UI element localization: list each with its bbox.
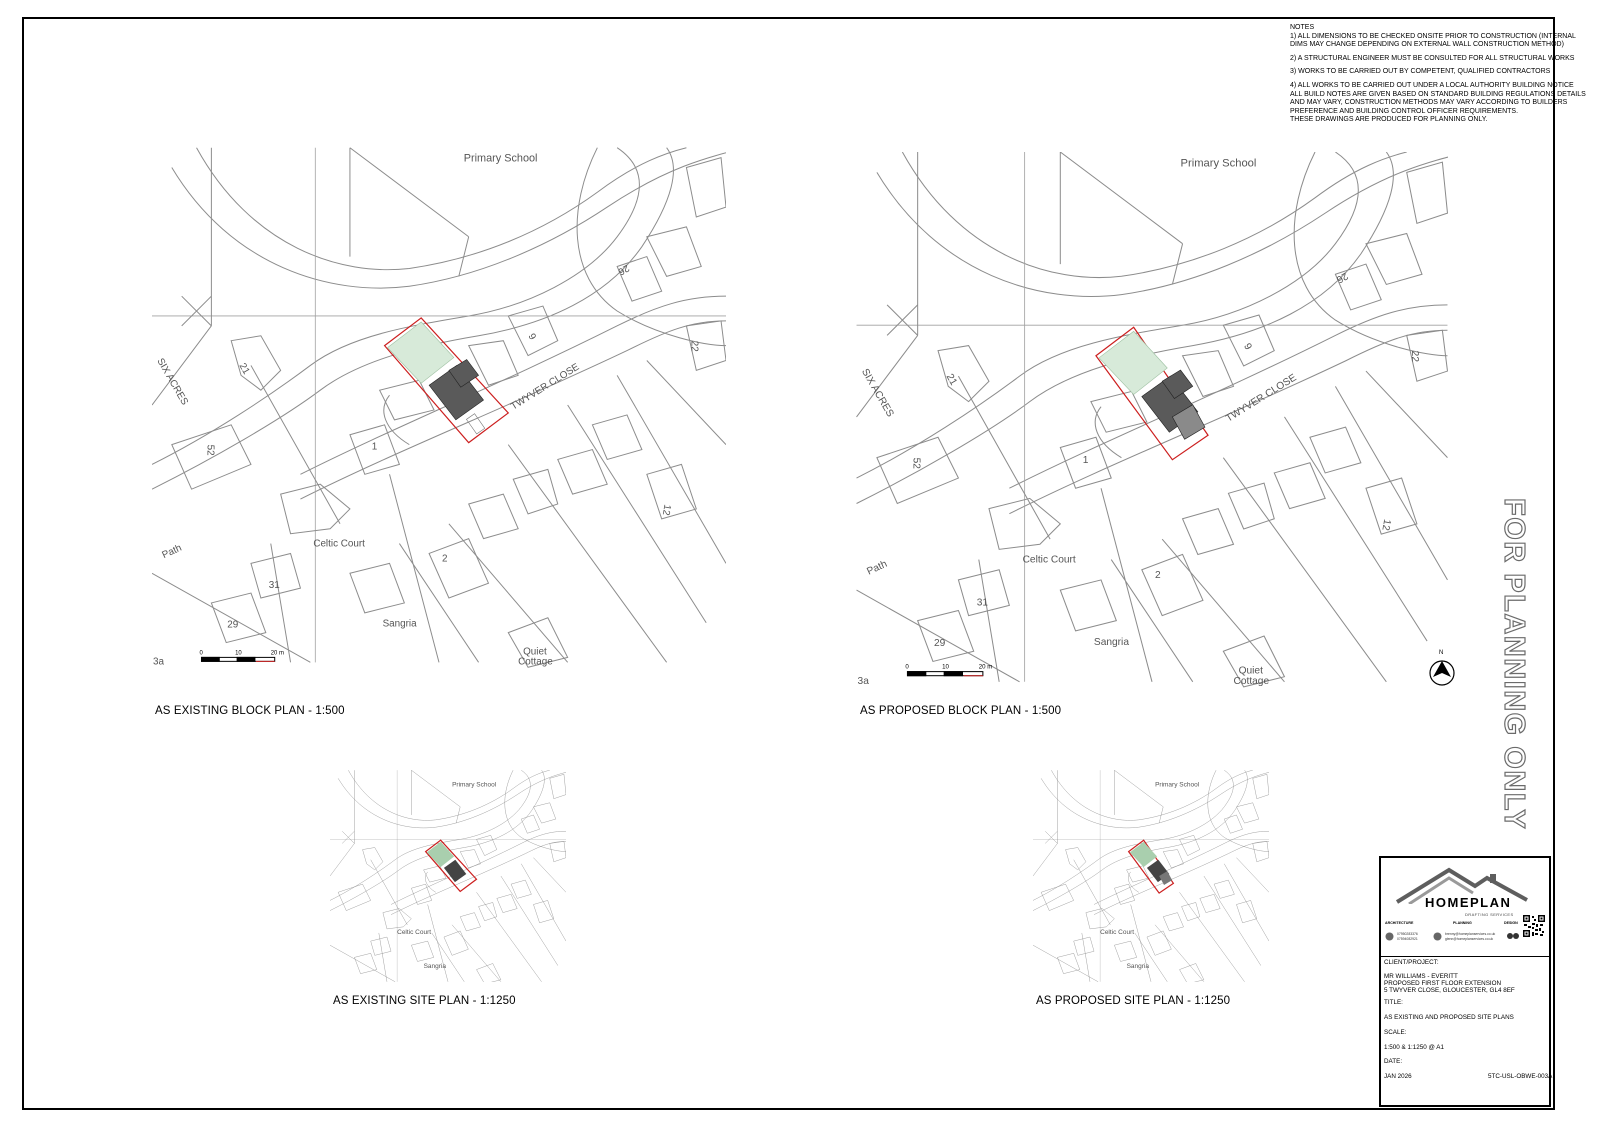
planning-stamp-text: FOR PLANNING ONLY [1498, 498, 1530, 831]
note-3: 3) WORKS TO BE CARRIED OUT BY COMPETENT, QUALIFIED CONTRACTORS [1290, 68, 1551, 76]
label-cottage-proposed: Cottage [1233, 675, 1270, 687]
brand-name: HOMEPLAN [1425, 895, 1512, 910]
label-2: 2 [441, 553, 448, 565]
scale-bar-ten-proposed: 10 [942, 663, 949, 671]
label-26: 26 [616, 261, 632, 277]
label-cottage: Cottage [518, 656, 553, 668]
note-2: 2) A STRUCTURAL ENGINEER MUST BE CONSULTED FOR ALL STRUCTURAL WORKS [1290, 54, 1575, 62]
site-label-celtic-court-proposed: Celtic Court [1100, 929, 1135, 937]
title-block [1379, 856, 1551, 1107]
site-label-sangria-proposed: Sangria [1126, 962, 1149, 970]
scale-bar [201, 657, 274, 661]
proposed-site-plan [1033, 770, 1269, 982]
caption-existing-block: AS EXISTING BLOCK PLAN - 1:500 [155, 705, 345, 717]
existing-garden [388, 322, 454, 383]
label-31-proposed: 31 [976, 597, 989, 609]
site-label-school: Primary School [452, 781, 497, 789]
existing-block-plan [152, 145, 726, 670]
email-1: brenny@homeplanservices.co.uk [1445, 932, 1496, 936]
label-path: Path [160, 542, 184, 562]
label-12: 12 [659, 503, 673, 517]
label-quiet: Quiet [523, 646, 547, 658]
scale-value: 1:500 & 1:1250 @ A1 [1384, 1044, 1444, 1051]
scale-bar-zero-proposed: 0 [905, 663, 909, 671]
label-quiet-proposed: Quiet [1238, 665, 1263, 677]
label-9: 9 [525, 331, 538, 343]
scale-bar-zero: 0 [199, 650, 203, 657]
caption-proposed-block: AS PROPOSED BLOCK PLAN - 1:500 [860, 705, 1062, 717]
email-icon [1433, 932, 1442, 941]
notes-heading: NOTES [1290, 24, 1315, 31]
title-value: AS EXISTING AND PROPOSED SITE PLANS [1384, 1014, 1514, 1021]
site-label-sangria: Sangria [423, 962, 446, 970]
scale-bar-twenty: 20 m [270, 650, 284, 657]
label-twyver-close-proposed: TWYVER CLOSE [1224, 372, 1299, 425]
label-29: 29 [227, 619, 239, 631]
label-12-proposed: 12 [1379, 518, 1393, 532]
phone-1: 07950283376 [1397, 932, 1418, 936]
scale-bar-proposed [907, 672, 982, 676]
title-label: TITLE: [1384, 999, 1403, 1006]
label-22-proposed: 22 [1408, 350, 1420, 363]
label-3a: 3a [152, 656, 164, 668]
label-31: 31 [268, 580, 280, 592]
existing-site-plan [330, 770, 566, 982]
project-address: 5 TWYVER CLOSE, GLOUCESTER, GL4 8EF [1384, 987, 1515, 994]
proposed-block-plan [856, 152, 1448, 692]
north-arrow-icon [1427, 647, 1457, 691]
label-celtic-court: Celtic Court [313, 538, 365, 550]
service-planning: PLANNING [1453, 921, 1472, 925]
brand-tagline: DRAFTING SERVICES [1465, 912, 1514, 917]
project-description: PROPOSED FIRST FLOOR EXTENSION [1384, 980, 1502, 987]
label-twyver-close: TWYVER CLOSE [508, 361, 582, 413]
service-design: DESIGN [1504, 921, 1518, 925]
social-media-icons [1507, 931, 1519, 941]
label-52: 52 [204, 444, 216, 456]
client-project-label: CLIENT/PROJECT: [1384, 959, 1439, 966]
company-logo [1381, 858, 1549, 957]
note-1: 1) ALL DIMENSIONS TO BE CHECKED ONSITE PRIOR TO CONSTRUCTION (INTERNAL DIMS MAY CHANGE DEPENDING ON EXTERNAL WALL CONSTRUCTION METHOD) [1290, 32, 1576, 49]
caption-existing-site: AS EXISTING SITE PLAN - 1:1250 [333, 995, 516, 1007]
drawing-number: 5TC-USL-OBWE-003A [1488, 1073, 1553, 1080]
label-21-proposed: 21 [943, 372, 959, 388]
label-six-acres-proposed: SIX ACRES [859, 367, 896, 420]
label-29-proposed: 29 [933, 638, 946, 650]
label-22: 22 [688, 340, 700, 352]
label-sangria-proposed: Sangria [1093, 637, 1129, 649]
label-21: 21 [236, 361, 252, 377]
scale-label: SCALE: [1384, 1029, 1407, 1036]
scale-bar-twenty-proposed: 20 m [978, 663, 993, 671]
label-1-proposed: 1 [1082, 454, 1089, 466]
qr-code-icon [1522, 914, 1546, 938]
label-3a-proposed: 3a [857, 675, 869, 687]
general-notes [1290, 24, 1590, 125]
label-sangria: Sangria [382, 618, 417, 630]
label-six-acres: SIX ACRES [154, 356, 190, 408]
proposed-garden [1099, 331, 1167, 394]
phone-icon [1385, 932, 1394, 941]
label-primary-school-proposed: Primary School [1180, 157, 1257, 170]
label-1: 1 [371, 441, 378, 453]
contact-phones [1397, 932, 1418, 941]
contact-emails [1445, 932, 1495, 941]
label-2-proposed: 2 [1155, 569, 1161, 581]
phone-2: 07594082921 [1397, 936, 1418, 941]
label-path-proposed: Path [865, 558, 889, 578]
label-26-proposed: 26 [1334, 269, 1350, 285]
label-primary-school: Primary School [463, 152, 538, 165]
note-4: 4) ALL WORKS TO BE CARRIED OUT UNDER A LOCAL AUTHORITY BUILDING NOTICE ALL BUILD NOTES ARE GIVEN BASED ON STANDARD BUILDING REGULATIONS DETAILS AND MAY VARY, CONSTRUCTION METHODS MAY VARY ACCORDING TO BUILDERS PREFERENCE AND BUILDING CONTROL OFFICER REQUIREMENTS. THESE DRAWINGS ARE PRODUCED FOR PLANNING ONLY. [1290, 81, 1586, 124]
scale-bar-ten: 10 [235, 650, 242, 657]
date-value: JAN 2026 [1384, 1073, 1412, 1080]
site-label-school-proposed: Primary School [1155, 781, 1200, 789]
site-label-celtic-court: Celtic Court [397, 929, 432, 937]
service-architecture: ARCHITECTURE [1385, 921, 1414, 925]
client-name: MR WILLIAMS - EVERITT [1384, 973, 1458, 980]
caption-proposed-site: AS PROPOSED SITE PLAN - 1:1250 [1036, 995, 1231, 1007]
label-celtic-court-proposed: Celtic Court [1022, 554, 1076, 566]
date-label: DATE: [1384, 1058, 1403, 1065]
email-2: glenn@homeplanservices.co.uk [1445, 936, 1494, 941]
north-label: N [1439, 650, 1444, 656]
label-52-proposed: 52 [910, 457, 922, 469]
label-9-proposed: 9 [1241, 341, 1254, 352]
